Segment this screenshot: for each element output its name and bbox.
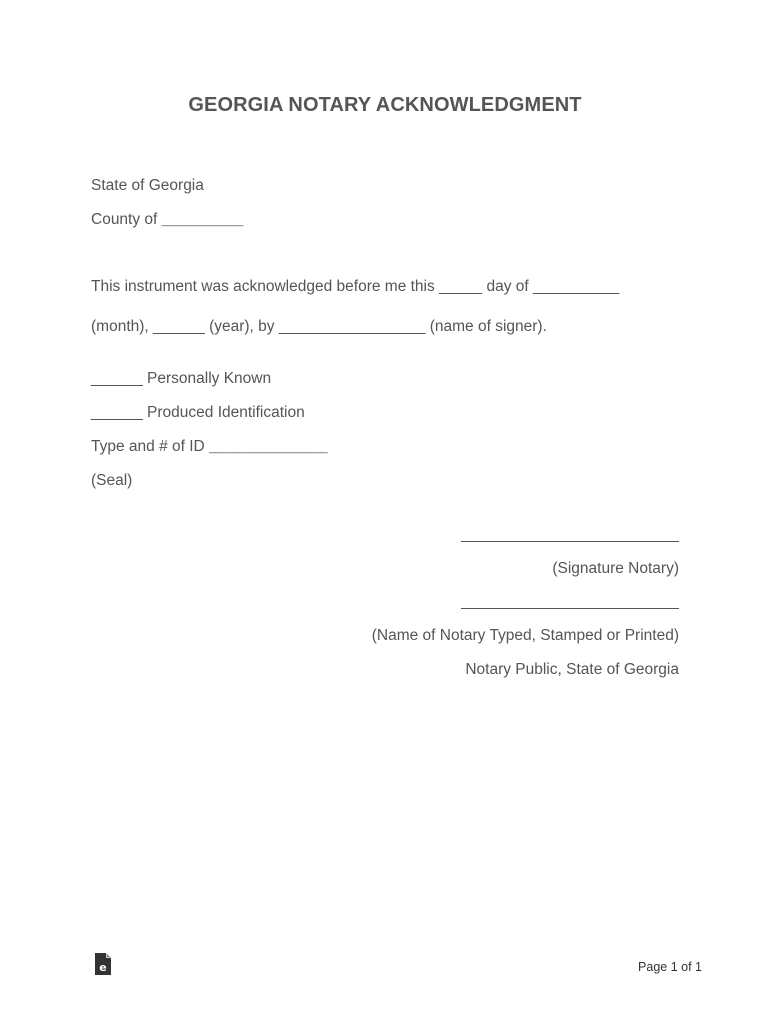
ack2-year-by: (year), by [209,318,275,335]
type-id-blank: ____________________ [209,442,328,454]
month-blank: __________ [533,278,620,295]
notary-name-label: (Name of Notary Typed, Stamped or Printed) [371,627,679,644]
signature-notary-label: (Signature Notary) [552,560,679,577]
svg-text:e: e [99,961,107,974]
produced-id-label: Produced Identification [147,404,305,421]
notary-name-line [461,608,679,609]
type-id-line [91,438,327,456]
county-label: County of [91,211,158,228]
county-line [91,211,243,229]
notary-public-label: Notary Public, State of Georgia [465,661,679,678]
state-line: State of Georgia [91,177,204,194]
personally-known-label: Personally Known [147,370,272,387]
document-title: GEORGIA NOTARY ACKNOWLEDGMENT [188,94,582,116]
acknowledgment-line-2 [91,318,547,336]
notary-signature-line [461,541,679,542]
county-blank: ______________ [161,215,244,227]
ack1-day-of: day of [486,278,529,295]
eforms-logo-icon [94,952,112,976]
produced-id-blank: ______ [91,404,143,421]
type-id-label: Type and # of ID [91,438,205,455]
ack2-name-of-signer: (name of signer). [429,318,547,335]
ack1-text: This instrument was acknowledged before me this [91,278,435,295]
year-blank: ______ [153,318,205,335]
produced-id-line [91,404,305,422]
personally-known-line [91,370,271,388]
ack2-month: (month), [91,318,149,335]
signer-blank: _________________ [278,318,426,335]
seal-label: (Seal) [91,472,133,489]
personally-known-blank: ______ [91,370,143,387]
day-blank: _____ [439,278,483,295]
page-number: Page 1 of 1 [638,960,702,974]
acknowledgment-line-1 [91,278,619,296]
